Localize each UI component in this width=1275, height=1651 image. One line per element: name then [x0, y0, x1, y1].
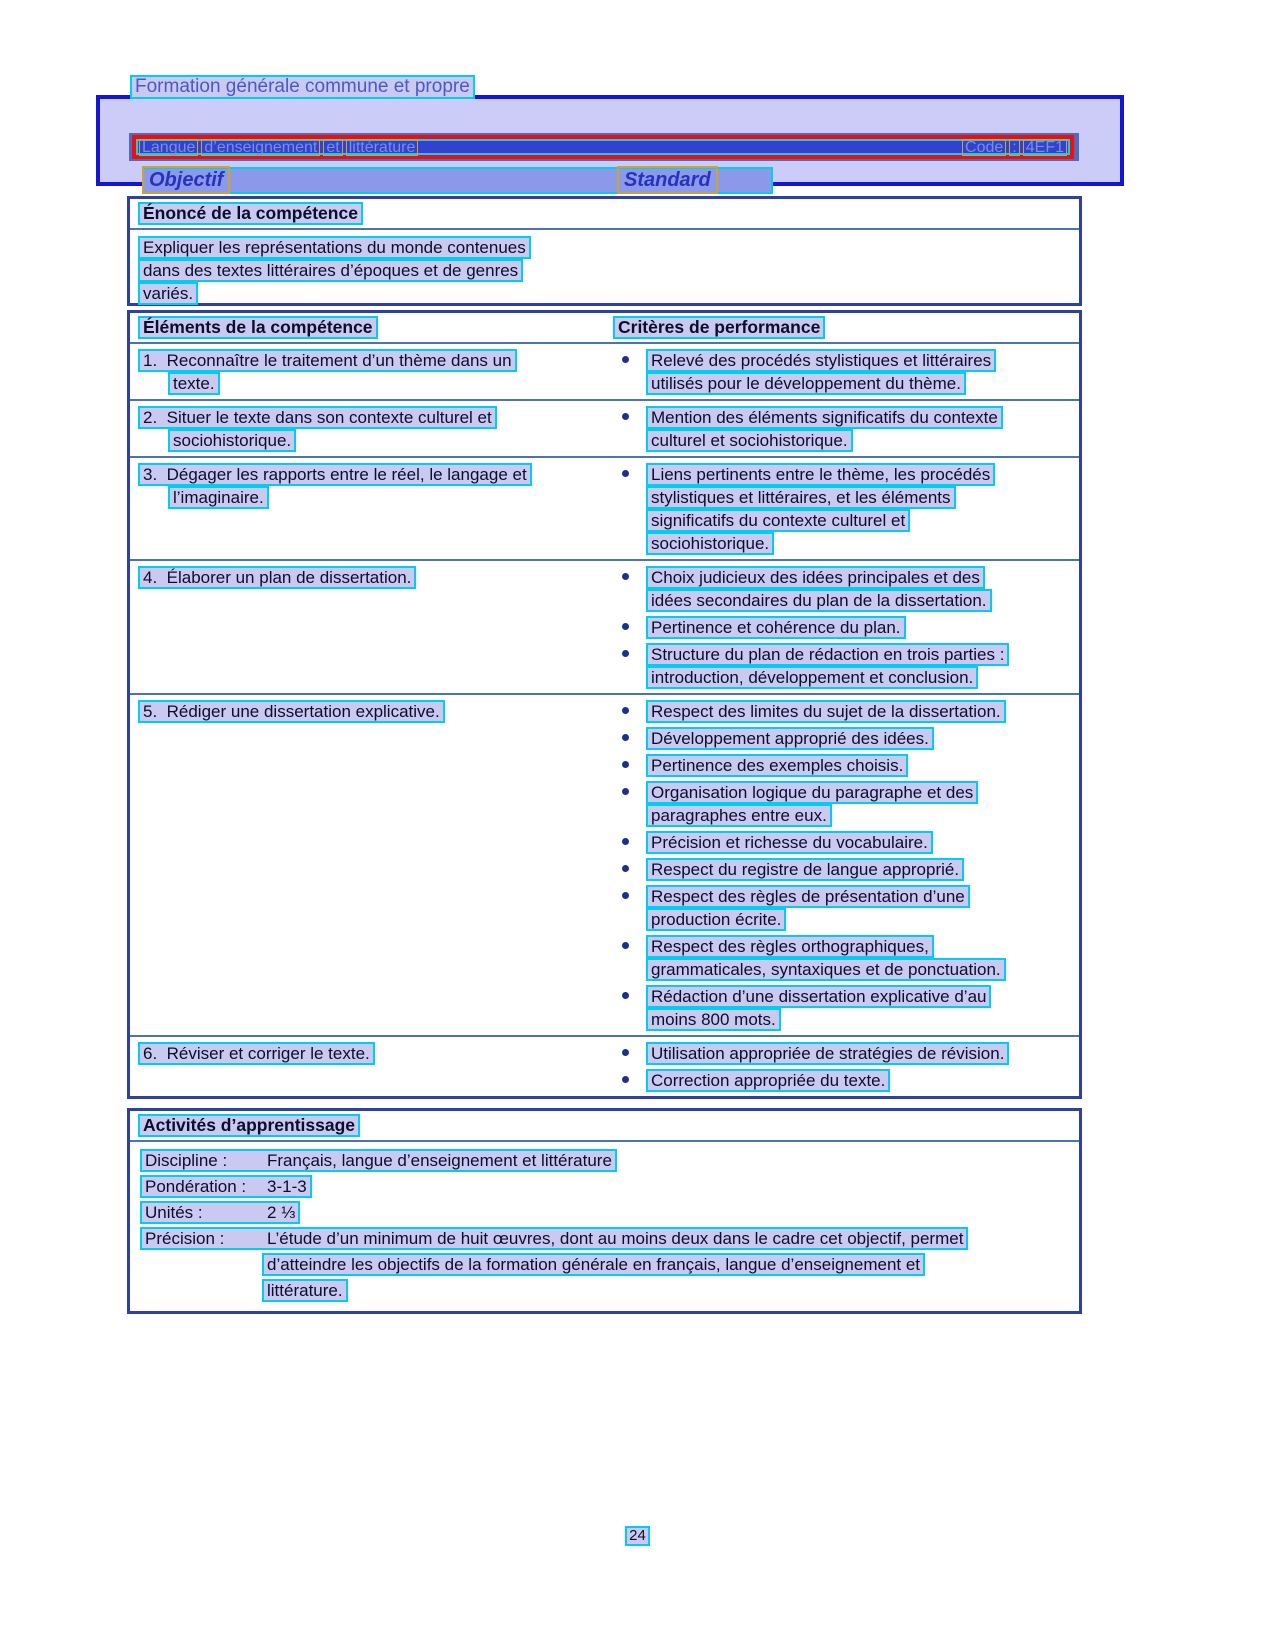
bullet-icon — [622, 650, 629, 657]
highlight: 1. Reconnaître le traitement d’un thème dans un — [138, 349, 517, 372]
bullet-icon — [622, 761, 629, 768]
course-title-words — [136, 139, 418, 156]
highlight: paragraphes entre eux. — [646, 804, 832, 827]
text-line — [168, 429, 613, 452]
highlight: idées secondaires du plan de la dissertation. — [646, 589, 992, 612]
table-row — [130, 401, 1079, 458]
table-row — [130, 458, 1079, 561]
text-line — [138, 463, 613, 486]
enonce-body — [130, 230, 1079, 305]
highlight: Respect du registre de langue approprié. — [646, 858, 964, 881]
elements-header-label: Éléments de la compétence — [138, 316, 378, 339]
text-line — [140, 1201, 1079, 1227]
activities-table-header — [130, 1111, 1079, 1142]
highlight: utilisés pour le développement du thème. — [646, 372, 966, 395]
text-line — [646, 1042, 1079, 1065]
field-label: Pondération : — [145, 1177, 247, 1196]
document-category — [130, 75, 475, 99]
highlight: Respect des limites du sujet de la dissertation. — [646, 700, 1006, 723]
criteria-item — [613, 463, 1079, 555]
highlight: culturel et sociohistorique. — [646, 429, 853, 452]
text-line — [646, 349, 1079, 372]
text-line — [138, 282, 1079, 305]
text-line — [138, 236, 1079, 259]
field-value: Français, langue d’enseignement et littérature — [267, 1151, 612, 1170]
criteres-header-label: Critères de performance — [613, 316, 825, 339]
highlight: Respect des règles de présentation d’une — [646, 885, 970, 908]
highlight: introduction, développement et conclusion. — [646, 666, 978, 689]
field-value: littérature. — [267, 1281, 343, 1300]
field-value: L’étude d’un minimum de huit œuvres, dont au moins deux dans le cadre cet objectif, permet — [267, 1229, 964, 1248]
element-cell — [130, 406, 613, 452]
highlight: Précision et richesse du vocabulaire. — [646, 831, 933, 854]
text-line — [646, 666, 1079, 689]
highlight: production écrite. — [646, 908, 786, 931]
text-line — [646, 372, 1079, 395]
criteria-item — [613, 616, 1079, 639]
field-value: d’atteindre les objectifs de la formation générale en français, langue d’enseignement et — [267, 1255, 921, 1274]
bullet-icon — [622, 892, 629, 899]
bullet-icon — [622, 865, 629, 872]
bullet-icon — [622, 992, 629, 999]
field-value: 3-1-3 — [267, 1177, 307, 1196]
activities-body — [130, 1142, 1079, 1311]
text-line — [646, 616, 1079, 639]
criteria-item — [613, 885, 1079, 931]
element-cell — [130, 1042, 613, 1092]
text-line — [646, 589, 1079, 612]
highlight: Choix judicieux des idées principales et des — [646, 566, 985, 589]
text-line — [646, 643, 1079, 666]
text-line — [646, 429, 1079, 452]
highlight: significatifs du contexte culturel et — [646, 509, 910, 532]
activities-header-label: Activités d’apprentissage — [138, 1114, 360, 1137]
bullet-icon — [622, 470, 629, 477]
text-line — [646, 1069, 1079, 1092]
text-line — [138, 1042, 613, 1065]
criteria-item — [613, 643, 1079, 689]
highlight — [140, 1149, 617, 1172]
competence-rows — [130, 344, 1079, 1096]
criteria-item — [613, 727, 1079, 750]
text-line — [646, 566, 1079, 589]
highlight: Organisation logique du paragraphe et des — [646, 781, 978, 804]
page-footer — [0, 1526, 1275, 1546]
text-line — [138, 700, 613, 723]
criteres-header-cell — [613, 316, 1079, 339]
criteria-item — [613, 406, 1079, 452]
standard-heading: Standard — [617, 166, 718, 194]
text-line — [646, 1008, 1079, 1031]
highlight — [140, 1175, 312, 1198]
text-line — [646, 509, 1079, 532]
text-line — [646, 463, 1079, 486]
highlight — [262, 1253, 925, 1276]
criteria-item — [613, 566, 1079, 612]
bullet-icon — [622, 623, 629, 630]
text-line — [646, 486, 1079, 509]
highlight: moins 800 mots. — [646, 1008, 781, 1031]
highlight — [140, 1227, 968, 1250]
document-category-label: Formation générale commune et propre — [130, 75, 475, 99]
text-line — [646, 885, 1079, 908]
text-line — [646, 781, 1079, 804]
enonce-header-label: Énoncé de la compétence — [138, 202, 363, 225]
course-title-bar — [129, 133, 1079, 161]
text-line — [138, 349, 613, 372]
text-line — [646, 858, 1079, 881]
text-line — [262, 1279, 1079, 1305]
course-code-word: 4EF1 — [1023, 139, 1067, 156]
highlight: 3. Dégager les rapports entre le réel, le langage et — [138, 463, 532, 486]
criteria-cell — [613, 700, 1079, 1031]
course-title-word: littérature — [346, 139, 419, 156]
highlight: stylistiques et littéraires, et les éléments — [646, 486, 956, 509]
highlight: Liens pertinents entre le thème, les procédés — [646, 463, 995, 486]
highlight: 6. Réviser et corriger le texte. — [138, 1042, 375, 1065]
element-cell — [130, 349, 613, 395]
text-line — [646, 727, 1079, 750]
element-cell — [130, 566, 613, 689]
highlight: Expliquer les représentations du monde contenues — [138, 236, 531, 259]
highlight: Utilisation appropriée de stratégies de révision. — [646, 1042, 1009, 1065]
highlight: variés. — [138, 282, 198, 305]
criteria-item — [613, 754, 1079, 777]
criteria-item — [613, 935, 1079, 981]
element-cell — [130, 463, 613, 555]
table-row — [130, 344, 1079, 401]
bullet-icon — [622, 788, 629, 795]
course-code-word: Code — [962, 139, 1006, 156]
text-line — [646, 958, 1079, 981]
highlight: texte. — [168, 372, 220, 395]
text-line — [140, 1227, 1079, 1253]
highlight: grammaticales, syntaxiques et de ponctuation. — [646, 958, 1006, 981]
highlight: Mention des éléments significatifs du contexte — [646, 406, 1003, 429]
bullet-icon — [622, 356, 629, 363]
criteria-item — [613, 781, 1079, 827]
highlight: Développement approprié des idées. — [646, 727, 934, 750]
table-row — [130, 561, 1079, 695]
course-title-word: Langue — [139, 139, 198, 156]
objectif-heading: Objectif — [142, 166, 230, 194]
course-header-box — [96, 95, 1124, 191]
text-line — [140, 1175, 1079, 1201]
criteria-item — [613, 831, 1079, 854]
bullet-icon — [622, 707, 629, 714]
criteria-cell — [613, 406, 1079, 452]
highlight: sociohistorique. — [646, 532, 774, 555]
bullet-icon — [622, 413, 629, 420]
course-code-word: : — [1009, 139, 1019, 156]
text-line — [168, 372, 613, 395]
text-line — [646, 831, 1079, 854]
text-line — [138, 566, 613, 589]
text-line — [646, 935, 1079, 958]
bullet-icon — [622, 1049, 629, 1056]
competence-table — [127, 310, 1082, 1099]
bullet-icon — [622, 734, 629, 741]
course-code-words — [959, 139, 1067, 156]
field-label: Discipline : — [145, 1151, 228, 1170]
criteria-item — [613, 1069, 1079, 1092]
field-value: 2 ⅓ — [267, 1203, 296, 1222]
highlight: dans des textes littéraires d’époques et de genres — [138, 259, 523, 282]
element-cell — [130, 700, 613, 1031]
text-line — [138, 259, 1079, 282]
text-line — [140, 1149, 1079, 1175]
criteria-item — [613, 1042, 1079, 1065]
table-row — [130, 1037, 1079, 1096]
elements-header-cell — [130, 316, 613, 339]
criteria-item — [613, 700, 1079, 723]
highlight — [140, 1201, 300, 1224]
criteria-item — [613, 349, 1079, 395]
bullet-icon — [622, 1076, 629, 1083]
highlight: Correction appropriée du texte. — [646, 1069, 890, 1092]
text-line — [646, 804, 1079, 827]
competence-table-header — [130, 313, 1079, 344]
text-line — [646, 700, 1079, 723]
course-title-word: d’enseignement — [201, 139, 320, 156]
highlight: 5. Rédiger une dissertation explicative. — [138, 700, 445, 723]
text-line — [262, 1253, 1079, 1279]
field-label: Unités : — [145, 1203, 203, 1222]
table-row — [130, 695, 1079, 1037]
highlight: Structure du plan de rédaction en trois parties : — [646, 643, 1009, 666]
highlight — [262, 1279, 348, 1302]
highlight: 2. Situer le texte dans son contexte culturel et — [138, 406, 497, 429]
enonce-table — [127, 196, 1082, 306]
highlight: Relevé des procédés stylistiques et littéraires — [646, 349, 996, 372]
highlight: sociohistorique. — [168, 429, 296, 452]
criteria-item — [613, 858, 1079, 881]
highlight: Pertinence et cohérence du plan. — [646, 616, 906, 639]
field-label: Précision : — [145, 1229, 225, 1248]
text-line — [646, 532, 1079, 555]
text-line — [138, 406, 613, 429]
bullet-icon — [622, 838, 629, 845]
criteria-cell — [613, 1042, 1079, 1092]
highlight: Pertinence des exemples choisis. — [646, 754, 908, 777]
bullet-icon — [622, 573, 629, 580]
activities-table — [127, 1108, 1082, 1314]
course-title-word: et — [323, 139, 342, 156]
highlight: 4. Élaborer un plan de dissertation. — [138, 566, 416, 589]
text-line — [646, 985, 1079, 1008]
criteria-cell — [613, 349, 1079, 395]
text-line — [646, 908, 1079, 931]
enonce-table-header — [130, 199, 1079, 230]
ocr-line-annotation-box — [132, 135, 1074, 159]
highlight: Respect des règles orthographiques, — [646, 935, 934, 958]
page-number: 24 — [625, 1526, 650, 1546]
criteria-item — [613, 985, 1079, 1031]
objectif-standard-row — [142, 167, 773, 194]
bullet-icon — [622, 942, 629, 949]
text-line — [646, 754, 1079, 777]
highlight: Rédaction d’une dissertation explicative d’au — [646, 985, 991, 1008]
text-line — [168, 486, 613, 509]
criteria-cell — [613, 463, 1079, 555]
highlight: l’imaginaire. — [168, 486, 269, 509]
criteria-cell — [613, 566, 1079, 689]
text-line — [646, 406, 1079, 429]
